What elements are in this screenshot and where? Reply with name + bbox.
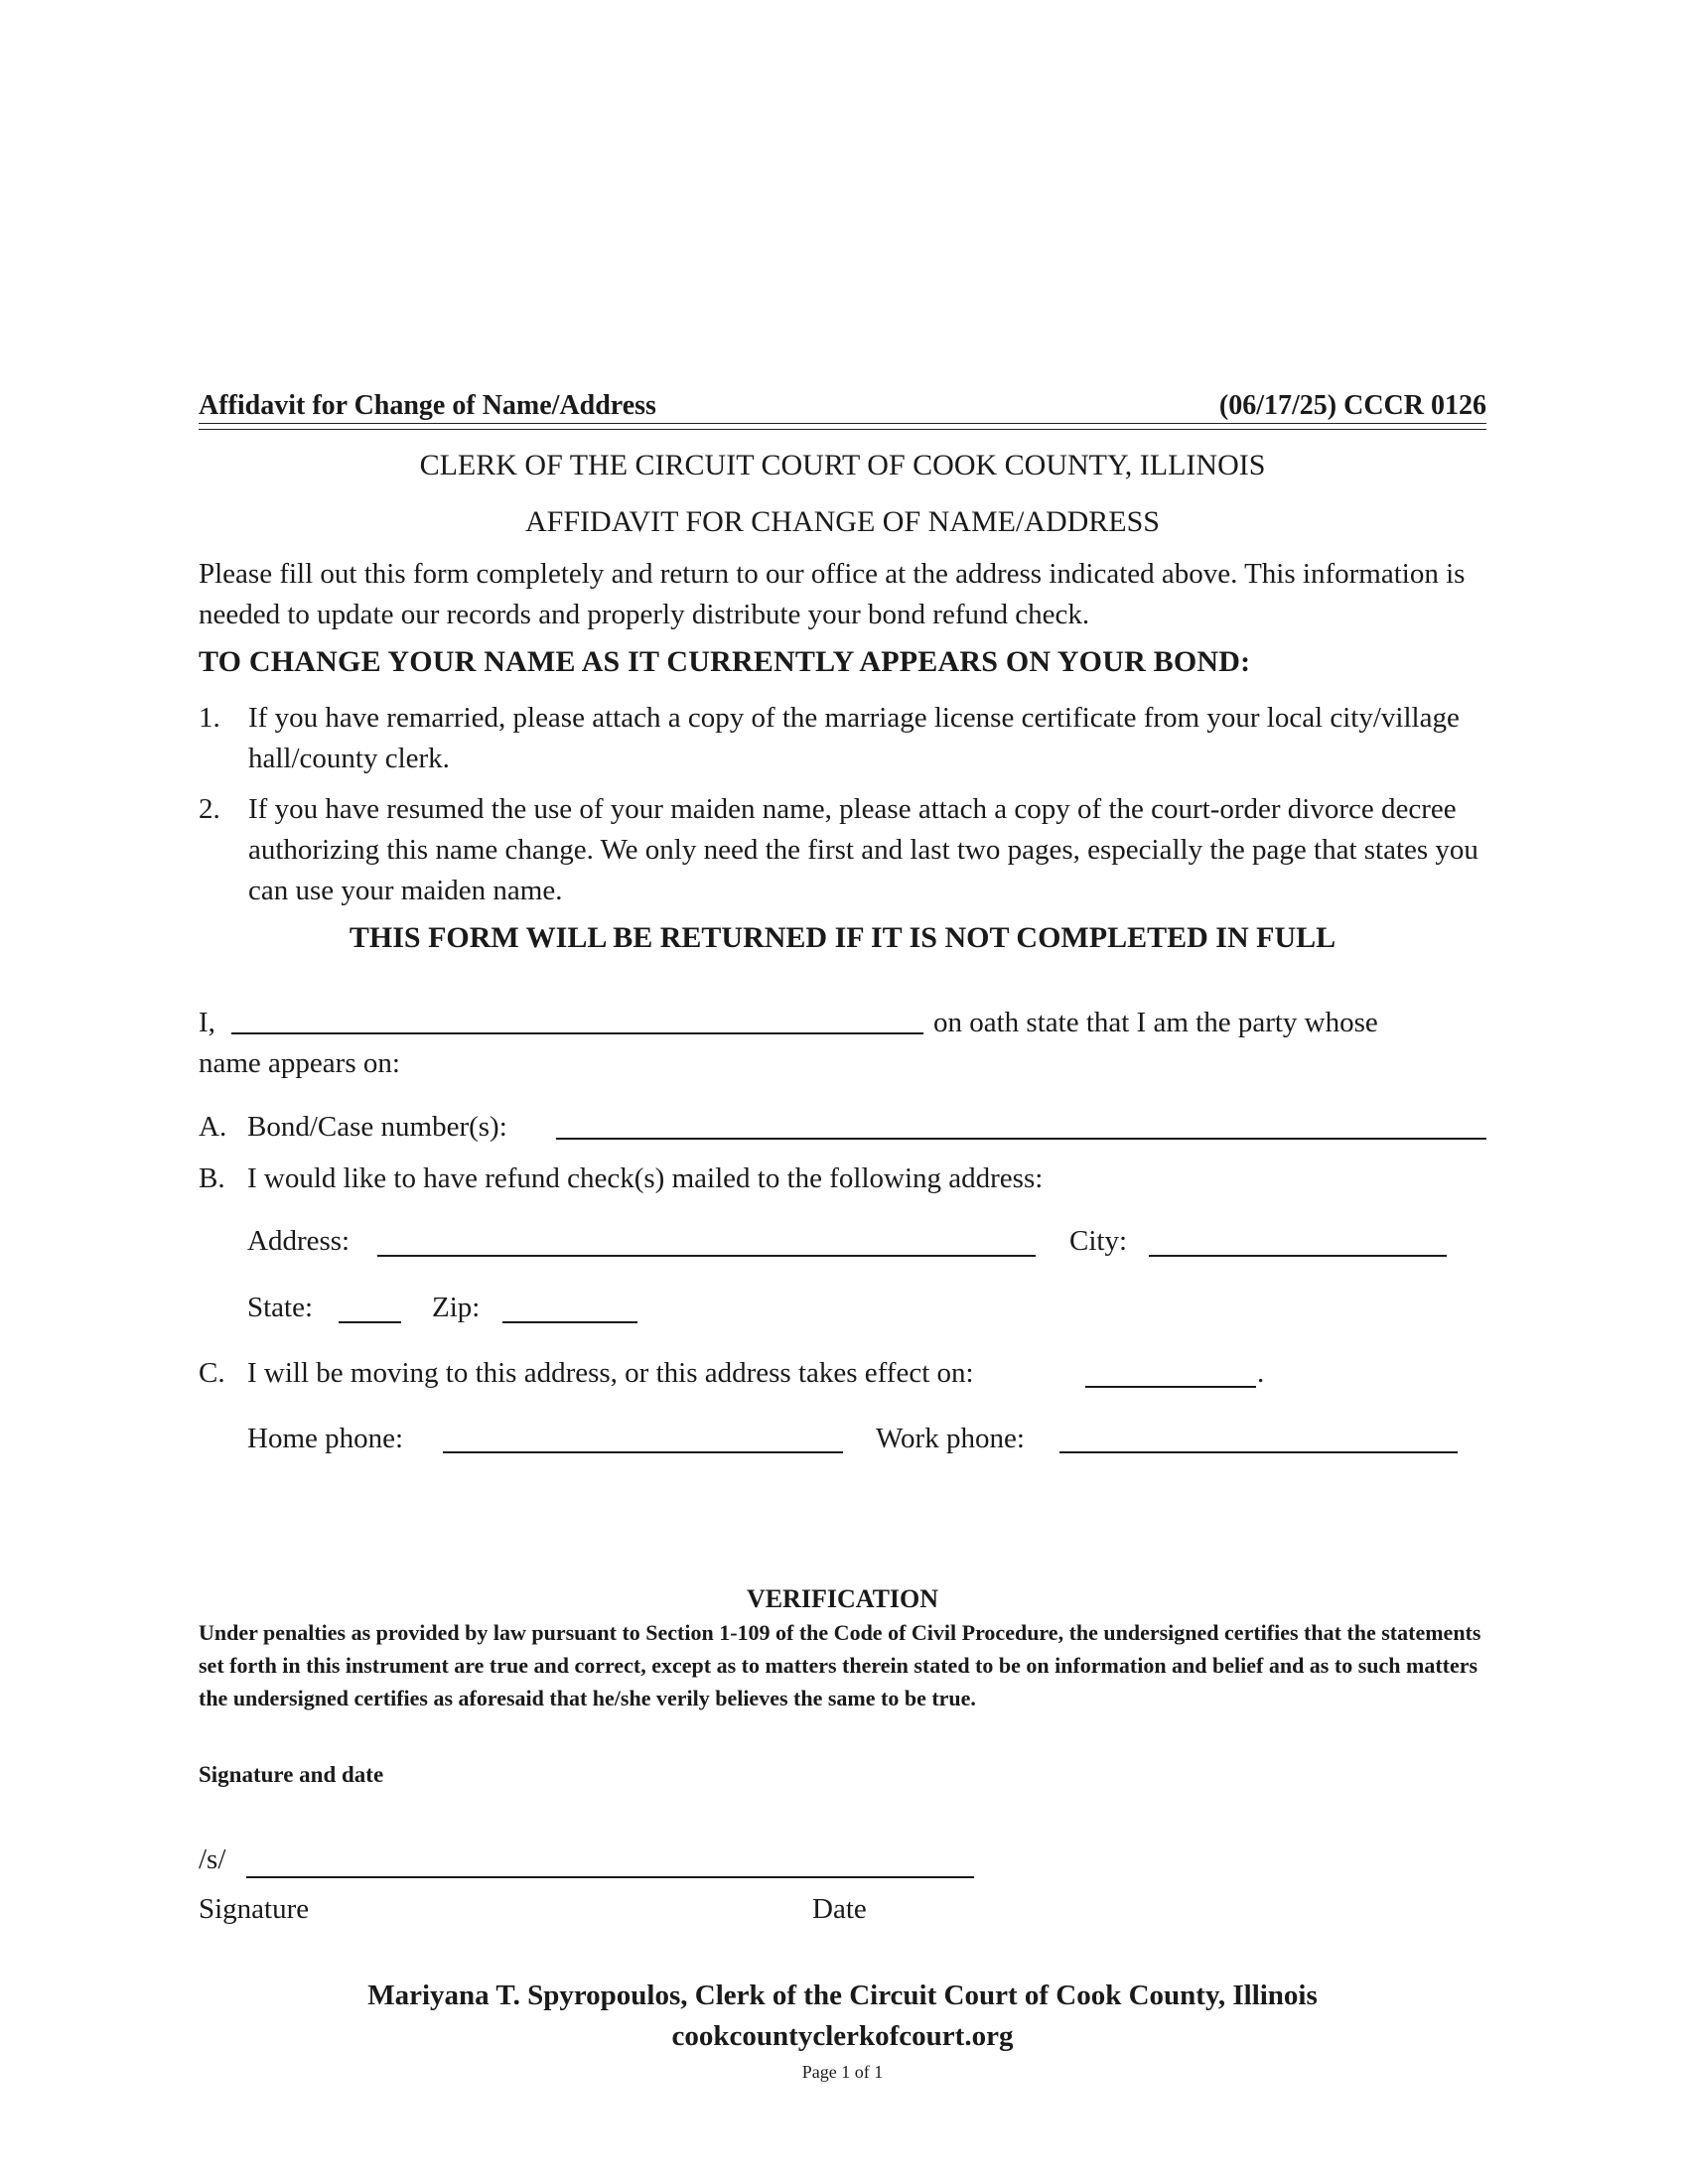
header-rule (199, 423, 1486, 424)
list-text: If you have remarried, please attach a copy of the marriage license certificate from your local city/village hall/county clerk. (248, 702, 1460, 774)
form-title: AFFIDAVIT FOR CHANGE OF NAME/ADDRESS (525, 505, 1160, 538)
list-number: 1. (199, 702, 220, 734)
court-title: CLERK OF THE CIRCUIT COURT OF COOK COUNTY, ILLINOIS (419, 449, 1266, 481)
signature-field[interactable] (246, 1876, 974, 1878)
list-number: 2. (199, 793, 220, 825)
name-change-heading: TO CHANGE YOUR NAME AS IT CURRENTLY APPEARS ON YOUR BOND: (199, 645, 1251, 678)
work-phone-field[interactable] (1059, 1451, 1458, 1453)
home-phone-label: Home phone: (247, 1423, 404, 1454)
address-label: Address: (247, 1225, 351, 1257)
warning-text: THIS FORM WILL BE RETURNED IF IT IS NOT COMPLETED IN FULL (349, 921, 1336, 954)
zip-label: Zip: (432, 1292, 481, 1323)
signature-prefix: /s/ (199, 1843, 226, 1875)
list-text: If you have resumed the use of your maiden name, please attach a copy of the court-order divorce decree authorizing this name change. We only need the first and last two pages, especially the page that states you can use your maiden name. (248, 793, 1478, 906)
form-name: Affidavit for Change of Name/Address (199, 390, 656, 421)
signature-and-date-label: Signature and date (199, 1762, 384, 1787)
effective-date-field[interactable] (1085, 1386, 1256, 1388)
city-field[interactable] (1149, 1255, 1447, 1257)
header-rule (199, 429, 1486, 430)
date-label: Date (812, 1893, 867, 1925)
zip-field[interactable] (502, 1321, 637, 1323)
verification-text: Under penalties as provided by law pursuant to Section 1-109 of the Code of Civil Procedure, the undersigned certifies that the statements set forth in this instrument are true and correct, except as to matters therein stated to be on information and belief and as to such matters the undersigned certifies as aforesaid that he/she verily believes the same to be true. (199, 1620, 1481, 1710)
item-a-label: A. (199, 1111, 227, 1143)
bond-case-field[interactable] (556, 1138, 1486, 1140)
city-label: City: (1069, 1225, 1128, 1257)
refund-address-text: I would like to have refund check(s) mailed to the following address: (247, 1162, 1044, 1194)
effective-date-text: I will be moving to this address, or this address takes effect on: (247, 1357, 974, 1389)
form-code: (06/17/25) CCCR 0126 (1218, 390, 1486, 421)
period: . (1257, 1357, 1265, 1389)
name-field[interactable] (231, 1032, 923, 1034)
oath-suffix: on oath state that I am the party whose (933, 1007, 1378, 1038)
verification-title: VERIFICATION (746, 1584, 939, 1613)
work-phone-label: Work phone: (876, 1423, 1025, 1454)
item-c-label: C. (199, 1357, 225, 1389)
bond-case-label: Bond/Case number(s): (247, 1111, 507, 1143)
intro-text: Please fill out this form completely and return to our office at the address indicated above. This information is needed to update our records and properly distribute your bond refund check. (199, 558, 1466, 630)
item-b-label: B. (199, 1162, 225, 1194)
form-header (199, 390, 1486, 430)
signature-label: Signature (199, 1893, 310, 1925)
oath-prefix: I, (199, 1007, 215, 1038)
page-number: Page 1 of 1 (801, 2062, 884, 2082)
address-field[interactable] (377, 1255, 1036, 1257)
home-phone-field[interactable] (443, 1451, 843, 1453)
clerk-website: cookcountyclerkofcourt.org (671, 2020, 1014, 2052)
clerk-name: Mariyana T. Spyropoulos, Clerk of the Circuit Court of Cook County, Illinois (367, 1979, 1318, 2011)
oath-line2: name appears on: (199, 1047, 400, 1079)
state-field[interactable] (339, 1321, 401, 1323)
state-label: State: (247, 1292, 314, 1323)
